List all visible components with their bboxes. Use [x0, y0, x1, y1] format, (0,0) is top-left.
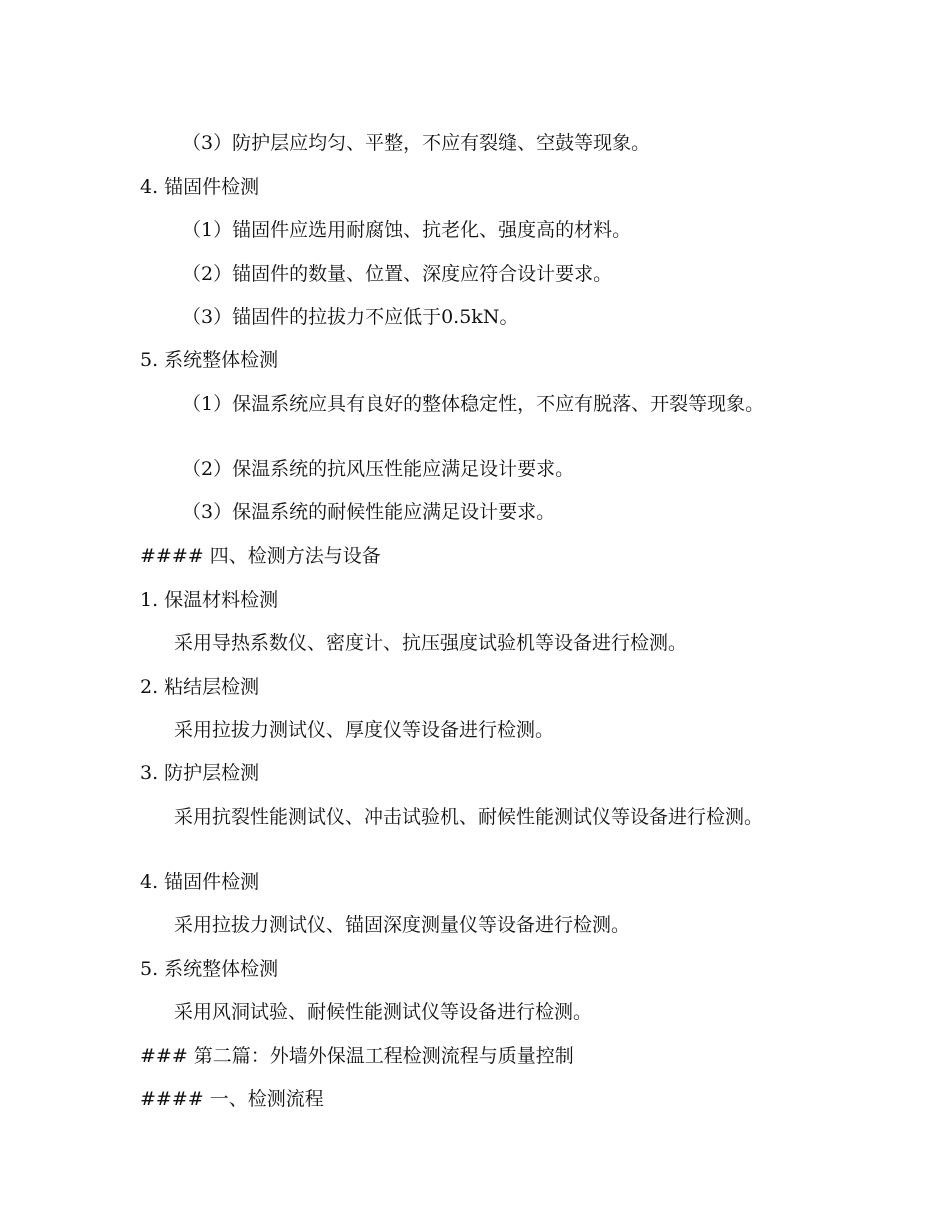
section-heading: 2. 粘结层检测	[140, 676, 260, 698]
paragraph: （1）锚固件应选用耐腐蚀、抗老化、强度高的材料。	[182, 219, 632, 241]
paragraph: （3）保温系统的耐候性能应满足设计要求。	[182, 501, 556, 523]
paragraph: （1）保温系统应具有良好的整体稳定性，不应有脱落、开裂等现象。	[182, 393, 765, 415]
paragraph: 采用导热系数仪、密度计、抗压强度试验机等设备进行检测。	[174, 632, 688, 654]
section-heading: 5. 系统整体检测	[140, 958, 279, 980]
markdown-heading: ### 第二篇：外墙外保温工程检测流程与质量控制	[140, 1045, 574, 1067]
paragraph: 采用抗裂性能测试仪、冲击试验机、耐候性能测试仪等设备进行检测。	[174, 806, 764, 828]
paragraph: （2）锚固件的数量、位置、深度应符合设计要求。	[182, 263, 613, 285]
section-heading: 3. 防护层检测	[140, 762, 260, 784]
paragraph: 采用风洞试验、耐候性能测试仪等设备进行检测。	[174, 1001, 593, 1023]
paragraph: （3）防护层应均匀、平整，不应有裂缝、空鼓等现象。	[182, 132, 651, 154]
section-heading: 5. 系统整体检测	[140, 349, 279, 371]
section-heading: 1. 保温材料检测	[140, 589, 279, 611]
section-heading: 4. 锚固件检测	[140, 176, 260, 198]
markdown-heading: #### 一、检测流程	[140, 1088, 324, 1110]
section-heading: 4. 锚固件检测	[140, 871, 260, 893]
markdown-heading: #### 四、检测方法与设备	[140, 545, 381, 567]
paragraph: （2）保温系统的抗风压性能应满足设计要求。	[182, 458, 575, 480]
paragraph: 采用拉拔力测试仪、锚固深度测量仪等设备进行检测。	[174, 914, 631, 936]
paragraph: （3）锚固件的拉拔力不应低于0.5kN。	[182, 306, 519, 328]
paragraph: 采用拉拔力测试仪、厚度仪等设备进行检测。	[174, 719, 555, 741]
